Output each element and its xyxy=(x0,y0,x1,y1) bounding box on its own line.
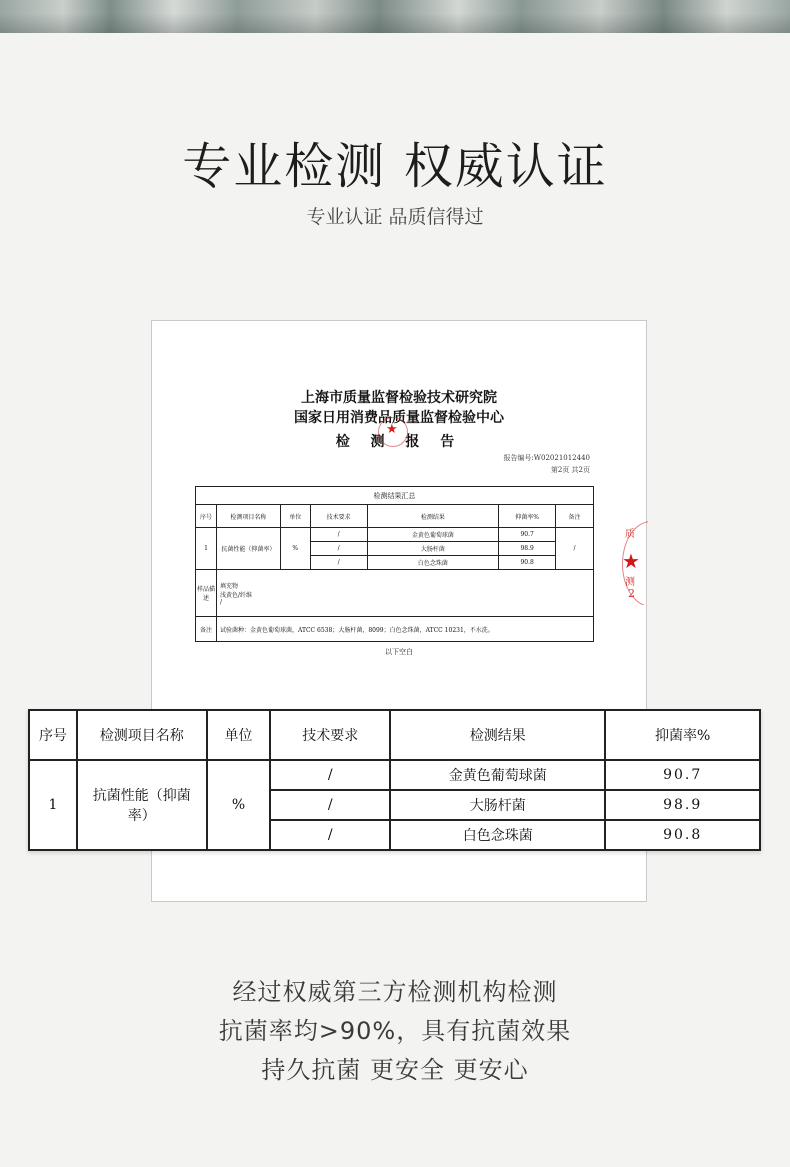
zoom-header-cell: 技术要求 xyxy=(270,710,390,760)
item-name: 抗菌性能（抑菌率） xyxy=(216,528,280,570)
zoom-header-cell: 检测项目名称 xyxy=(77,710,207,760)
zoom-header-cell: 序号 xyxy=(29,710,77,760)
caption-line-3: 持久抗菌 更安全 更安心 xyxy=(261,1056,529,1084)
note-text: 试验菌种：金黄色葡萄球菌，ATCC 6538；大肠杆菌，8099；白色念珠菌，ATCC 10231，不水洗。 xyxy=(216,617,593,642)
remark-cell: / xyxy=(556,528,594,570)
header-cell: 技术要求 xyxy=(310,505,367,528)
zoom-organism-cell: 金黄色葡萄球菌 xyxy=(390,760,605,790)
zoom-item-name: 抗菌性能（抑菌率） xyxy=(77,760,207,850)
requirement-cell: / xyxy=(310,542,367,556)
header-cell: 备注 xyxy=(556,505,594,528)
header-cell: 抑菌率% xyxy=(499,505,556,528)
blank-below-note: 以下空白 xyxy=(385,648,413,656)
sample-description xyxy=(216,570,593,617)
top-product-photo-strip xyxy=(0,0,790,33)
report-number-block xyxy=(503,452,590,476)
seal-edge-text: 测 xyxy=(625,577,635,588)
header-cell: 检测项目名称 xyxy=(216,505,280,528)
zoom-rate-cell: 90.8 xyxy=(605,820,760,850)
zoom-unit: % xyxy=(207,760,271,850)
institute-name-2: 国家日用消费品质量监督检验中心 xyxy=(294,410,504,426)
organism-cell: 大肠杆菌 xyxy=(367,542,499,556)
rate-cell: 90.7 xyxy=(499,528,556,542)
report-title: 检 测 报 告 xyxy=(335,434,463,450)
seal-edge-text: 质 xyxy=(625,529,635,540)
zoom-header-cell: 抑菌率% xyxy=(605,710,760,760)
unit: % xyxy=(280,528,310,570)
zoom-rate-cell: 90.7 xyxy=(605,760,760,790)
organism-cell: 金黄色葡萄球菌 xyxy=(367,528,499,542)
header-cell: 单位 xyxy=(280,505,310,528)
sample-desc-line: 填充物 xyxy=(219,582,238,590)
edge-seal-stamp xyxy=(618,521,648,605)
sample-desc-line: / xyxy=(219,598,222,606)
rate-cell: 98.9 xyxy=(499,542,556,556)
note-label: 备注 xyxy=(196,617,217,642)
report-results-table xyxy=(195,486,594,642)
zoom-requirement-cell: / xyxy=(270,760,390,790)
organism-cell: 白色念珠菌 xyxy=(367,556,499,570)
zoom-header-cell: 单位 xyxy=(207,710,271,760)
report-number: 报告编号:W02021012440 xyxy=(503,454,590,462)
sample-label: 样品描述 xyxy=(196,570,217,617)
seal-star-icon: ★ xyxy=(622,549,640,573)
requirement-cell: / xyxy=(310,556,367,570)
page-info: 第2页 共2页 xyxy=(550,466,590,474)
zoom-organism-cell: 大肠杆菌 xyxy=(390,790,605,820)
institute-name-1: 上海市质量监督检验技术研究院 xyxy=(301,390,497,406)
page-headline: 专业检测 权威认证 xyxy=(182,138,608,195)
seal-edge-number: 2 xyxy=(628,587,635,600)
sample-desc-line: 浅黄色/纤维 xyxy=(219,591,252,599)
row-number: 1 xyxy=(196,528,217,570)
official-seal-icon xyxy=(378,417,408,447)
zoom-organism-cell: 白色念珠菌 xyxy=(390,820,605,850)
seal-star-icon: ★ xyxy=(386,422,398,437)
zoom-requirement-cell: / xyxy=(270,820,390,850)
header-cell: 检测结果 xyxy=(367,505,499,528)
zoomed-results-table xyxy=(28,709,761,851)
caption-line-1: 经过权威第三方检测机构检测 xyxy=(232,978,558,1006)
table-caption: 检测结果汇总 xyxy=(196,487,594,505)
zoom-requirement-cell: / xyxy=(270,790,390,820)
page-subheadline: 专业认证 品质信得过 xyxy=(306,206,484,228)
requirement-cell: / xyxy=(310,528,367,542)
zoom-rate-cell: 98.9 xyxy=(605,790,760,820)
zoom-row-number: 1 xyxy=(29,760,77,850)
header-cell: 序号 xyxy=(196,505,217,528)
caption-line-2: 抗菌率均>90%，具有抗菌效果 xyxy=(218,1017,572,1045)
zoom-header-cell: 检测结果 xyxy=(390,710,605,760)
rate-cell: 90.8 xyxy=(499,556,556,570)
